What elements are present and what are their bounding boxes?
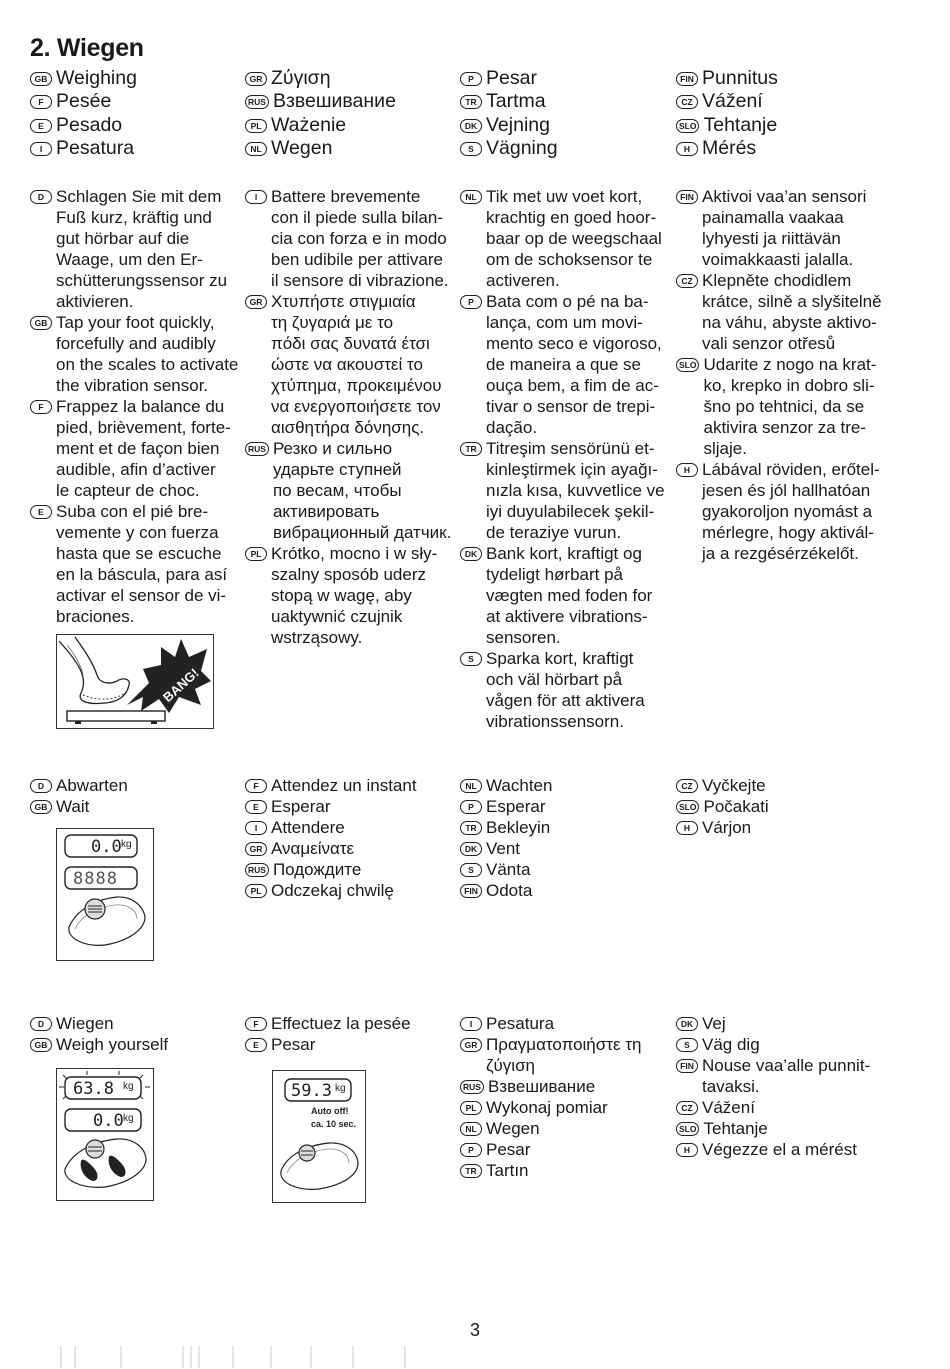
- language-text: Wegen: [271, 136, 333, 159]
- activate-col-4: [676, 186, 916, 564]
- language-text: Krótko, mocno i w sły- szalny sposób uderz stopą w wagę, aby uaktywnić czujnik wstrząsowy.: [271, 544, 438, 647]
- language-text: Αναμείνατε: [271, 839, 355, 858]
- language-text: Titreşim sensörünü et- kinleştirmek için ayağı- nızla kısa, kuvvetlice ve iyi duyulabilecek şekil- de teraziye vurun.: [486, 439, 665, 542]
- language-code-badge: F: [245, 779, 267, 793]
- language-entry-nl: [460, 186, 675, 291]
- language-text: Abwarten: [56, 776, 128, 795]
- language-text: Várjon: [702, 818, 752, 837]
- language-code-badge: D: [30, 190, 52, 204]
- language-entry-f: [30, 396, 245, 501]
- language-entry-slo: [676, 354, 916, 459]
- language-text: Pesatura: [486, 1014, 555, 1033]
- language-text: Pesar: [486, 67, 537, 89]
- language-code-badge: RUS: [460, 1080, 484, 1094]
- language-text: Pesar: [271, 1035, 316, 1054]
- language-text: Odczekaj chwilę: [271, 881, 394, 900]
- weigh-scale-illustration: [56, 1068, 154, 1201]
- language-code-badge: TR: [460, 442, 482, 456]
- language-text: Wegen: [486, 1119, 540, 1138]
- language-code-badge: DK: [460, 547, 482, 561]
- language-code-badge: P: [460, 72, 482, 86]
- scan-artifact: [270, 1346, 272, 1368]
- language-entry-d: [30, 186, 245, 312]
- language-code-badge: PL: [460, 1101, 482, 1115]
- language-entry-d: [30, 1013, 245, 1034]
- language-code-badge: F: [30, 400, 52, 414]
- language-code-badge: E: [245, 1038, 267, 1052]
- language-text: Bata com o pé na ba- lança, com um movi- mento seco e vigoroso, de maneira a que se ouça bem, a fim de ac- tivar o sensor de trepi- dação.: [486, 292, 662, 437]
- activate-col-1: [30, 186, 245, 627]
- language-text: Bekleyin: [486, 818, 551, 837]
- language-code-badge: SLO: [676, 800, 699, 814]
- language-text: Pesatura: [56, 136, 135, 159]
- result-display: 59.3: [291, 1081, 332, 1101]
- language-entry-h: [676, 1139, 916, 1160]
- language-text: Lábával röviden, erőtel- jesen és jól hallhatóan gyakoroljon nyomást a mérlegre, hogy aktivál- ja a rezgésérzékelőt.: [702, 460, 880, 563]
- language-text: Wiegen: [56, 1014, 114, 1033]
- language-code-badge: TR: [460, 821, 482, 835]
- language-entry-h: [676, 137, 906, 160]
- language-text: Klepněte chodidlem krátce, silně a slyšitelně na váhu, abyste aktivo- vali senzor otřesů: [702, 271, 882, 353]
- scan-artifact: [74, 1346, 76, 1368]
- language-entry-dk: [460, 543, 675, 648]
- language-text: Взвешивание: [272, 90, 396, 113]
- language-entry-tr: [460, 438, 675, 543]
- language-entry-cz: [676, 90, 906, 113]
- language-entry-gr: [245, 291, 460, 438]
- language-text: Weigh yourself: [56, 1035, 169, 1054]
- language-code-badge: DK: [460, 119, 482, 133]
- language-text: Väg dig: [702, 1035, 760, 1054]
- weigh-col-1: [30, 1013, 245, 1055]
- language-entry-nl: [460, 1118, 675, 1139]
- language-entry-pl: [245, 880, 460, 901]
- language-entry-i: [460, 1013, 675, 1034]
- language-code-badge: PL: [245, 547, 267, 561]
- language-entry-cz: [676, 270, 916, 354]
- language-code-badge: GB: [30, 316, 52, 330]
- language-entry-rus: [460, 1076, 675, 1097]
- auto-off-scale-illustration: [272, 1070, 366, 1203]
- language-entry-rus: [245, 438, 460, 543]
- language-entry-nl: [245, 137, 455, 160]
- language-code-badge: F: [30, 95, 52, 109]
- language-text: Frappez la balance du pied, brièvement, forte- ment et de façon bien audible, afin d’activer le capteur de choc.: [56, 397, 231, 500]
- language-entry-e: [245, 796, 460, 817]
- language-text: Suba con el pié bre- vemente y con fuerza hasta que se escuche en la báscula, para así activar el sensor de vi- braciones.: [56, 502, 228, 626]
- language-entry-cz: [676, 775, 916, 796]
- wait-col-3: [460, 775, 675, 901]
- language-code-badge: GR: [460, 1038, 482, 1052]
- language-entry-dk: [460, 838, 675, 859]
- language-code-badge: D: [30, 779, 52, 793]
- language-code-badge: NL: [460, 1122, 482, 1136]
- language-code-badge: FIN: [676, 190, 698, 204]
- language-code-badge: P: [460, 800, 482, 814]
- language-code-badge: P: [460, 295, 482, 309]
- language-text: Vägning: [486, 136, 558, 159]
- scan-artifact: [60, 1346, 62, 1368]
- language-entry-h: [676, 459, 916, 564]
- language-code-badge: S: [460, 863, 482, 877]
- language-text: Wykonaj pomiar: [486, 1098, 608, 1117]
- language-code-badge: GR: [245, 72, 267, 86]
- language-entry-dk: [460, 114, 670, 137]
- language-code-badge: E: [30, 119, 52, 133]
- language-entry-slo: [676, 1118, 916, 1139]
- auto-off-time: ca. 10 sec.: [311, 1119, 357, 1129]
- language-text: Vážení: [702, 90, 763, 113]
- language-entry-pl: [245, 543, 460, 648]
- scan-artifact: [120, 1346, 122, 1368]
- language-entry-s: [460, 859, 675, 880]
- language-text: Tartma: [486, 90, 546, 113]
- language-code-badge: CZ: [676, 1101, 698, 1115]
- language-code-badge: GB: [30, 800, 52, 814]
- foot-tap-illustration: [56, 634, 214, 729]
- language-code-badge: S: [676, 1038, 698, 1052]
- language-code-badge: SLO: [676, 1122, 699, 1136]
- wait-col-1: [30, 775, 245, 817]
- language-code-badge: I: [30, 142, 52, 156]
- language-code-badge: CZ: [676, 274, 698, 288]
- language-entry-gb: [30, 1034, 245, 1055]
- language-entry-e: [30, 501, 245, 627]
- language-text: Wait: [56, 797, 90, 816]
- language-entry-p: [460, 796, 675, 817]
- language-entry-rus: [245, 859, 460, 880]
- language-text: Vänta: [486, 860, 531, 879]
- language-code-badge: RUS: [245, 442, 269, 456]
- language-code-badge: CZ: [676, 95, 698, 109]
- weigh-unit-weight: kg: [123, 1081, 134, 1092]
- language-code-badge: NL: [460, 779, 482, 793]
- language-text: Attendere: [271, 818, 345, 837]
- language-entry-tr: [460, 1160, 675, 1181]
- language-code-badge: FIN: [676, 1059, 698, 1073]
- language-code-badge: TR: [460, 1164, 482, 1178]
- language-code-badge: SLO: [676, 358, 699, 372]
- page-number: 3: [469, 1320, 480, 1340]
- language-code-badge: H: [676, 821, 698, 835]
- lang-col-3: [460, 67, 670, 160]
- language-entry-fin: [460, 880, 675, 901]
- scan-artifact: [352, 1346, 354, 1368]
- language-entry-pl: [245, 114, 455, 137]
- language-entry-tr: [460, 817, 675, 838]
- language-text: Aktivoi vaa’an sensori painamalla vaakaa lyhyesti ja riittävän voimakkaasti jalalla.: [702, 187, 867, 269]
- language-code-badge: NL: [245, 142, 267, 156]
- lang-col-2: [245, 67, 455, 160]
- wait-display-bottom: 8888: [73, 869, 118, 889]
- language-entry-f: [245, 775, 460, 796]
- language-entry-p: [460, 1139, 675, 1160]
- language-text: Nouse vaa’alle punnit- tavaksi.: [702, 1056, 871, 1096]
- language-text: Udarite z nogo na krat- ko, krepko in dobro sli- šno po tehtnici, da se aktivira senzor za tre- sljaje.: [703, 355, 877, 458]
- language-text: Wachten: [486, 776, 553, 795]
- wait-col-4: [676, 775, 916, 838]
- bang-text: BANG!: [159, 665, 202, 706]
- weigh-display-zero: 0.0: [93, 1111, 124, 1131]
- language-entry-gb: [30, 312, 245, 396]
- language-code-badge: H: [676, 463, 698, 477]
- language-code-badge: DK: [676, 1017, 698, 1031]
- language-text: Tartın: [486, 1161, 529, 1180]
- language-text: Vej: [702, 1014, 726, 1033]
- language-code-badge: F: [245, 1017, 267, 1031]
- language-code-badge: RUS: [245, 95, 269, 109]
- language-code-badge: FIN: [460, 884, 482, 898]
- scan-artifact: [310, 1346, 312, 1368]
- language-code-badge: I: [245, 821, 267, 835]
- language-code-badge: NL: [460, 190, 482, 204]
- language-code-badge: I: [245, 190, 267, 204]
- wait-unit-top: kg: [121, 839, 132, 850]
- language-entry-tr: [460, 90, 670, 113]
- language-code-badge: TR: [460, 95, 482, 109]
- language-code-badge: PL: [245, 884, 267, 898]
- language-entry-i: [30, 137, 240, 160]
- language-text: Χτυπήστε στιγμιαία τη ζυγαριά με το πόδι σας δυνατά έτσι ώστε να ακουστεί το χτύπημα, προκειμένου να ενεργοποιήσετε τον αισθητήρα δόνησης.: [271, 292, 442, 437]
- language-entry-cz: [676, 1097, 916, 1118]
- language-text: Végezze el a mérést: [702, 1140, 857, 1159]
- lang-col-1: [30, 67, 240, 160]
- language-text: Odota: [486, 881, 533, 900]
- language-entry-gr: [460, 1034, 675, 1076]
- language-code-badge: FIN: [676, 72, 698, 86]
- language-code-badge: E: [245, 800, 267, 814]
- language-code-badge: E: [30, 505, 52, 519]
- language-entry-gb: [30, 67, 240, 90]
- language-text: Ζύγιση: [271, 67, 331, 89]
- language-entry-dk: [676, 1013, 916, 1034]
- language-code-badge: PL: [245, 119, 267, 133]
- language-text: Weighing: [56, 67, 137, 89]
- weigh-col-3: [460, 1013, 675, 1181]
- language-code-badge: DK: [460, 842, 482, 856]
- language-text: Vejning: [486, 113, 550, 136]
- language-entry-gr: [245, 67, 455, 90]
- language-entry-pl: [460, 1097, 675, 1118]
- language-code-badge: S: [460, 652, 482, 666]
- language-entry-fin: [676, 186, 916, 270]
- weigh-col-2: [245, 1013, 460, 1055]
- language-text: Πραγματοποιήστε τη ζύγιση: [486, 1035, 642, 1075]
- scan-artifact: [182, 1346, 184, 1368]
- language-code-badge: GB: [30, 1038, 52, 1052]
- language-text: Pesar: [486, 1140, 531, 1159]
- language-code-badge: SLO: [676, 119, 699, 133]
- language-text: Tehtanje: [703, 1119, 768, 1138]
- wait-col-2: [245, 775, 460, 901]
- language-entry-i: [245, 817, 460, 838]
- language-entry-p: [460, 291, 675, 438]
- language-text: Ważenie: [271, 113, 347, 136]
- language-code-badge: S: [460, 142, 482, 156]
- page-title: 2. Wiegen: [30, 34, 144, 62]
- language-text: Резко и сильно ударьте ступней по весам, чтобы активировать вибрационный датчик.: [272, 439, 452, 542]
- language-entry-gr: [245, 838, 460, 859]
- language-code-badge: P: [460, 1143, 482, 1157]
- language-text: Pesado: [56, 113, 123, 136]
- lang-col-4: [676, 67, 906, 160]
- language-text: Sparka kort, kraftigt och väl hörbart på vågen för att aktivera vibrationssensorn.: [486, 649, 645, 731]
- language-text: Tehtanje: [703, 113, 778, 136]
- language-text: Mérés: [702, 136, 757, 159]
- language-code-badge: RUS: [245, 863, 269, 877]
- wait-display-top: 0.0: [91, 837, 122, 857]
- language-entry-s: [460, 648, 675, 732]
- auto-off-label: Auto off!: [311, 1106, 349, 1116]
- language-entry-slo: [676, 796, 916, 817]
- scan-artifact: [190, 1346, 192, 1368]
- language-entry-nl: [460, 775, 675, 796]
- language-text: Pesée: [56, 90, 112, 113]
- language-text: Effectuez la pesée: [271, 1014, 411, 1033]
- language-code-badge: I: [460, 1017, 482, 1031]
- result-unit: kg: [335, 1083, 346, 1094]
- language-code-badge: GR: [245, 842, 267, 856]
- language-text: Attendez un instant: [271, 776, 417, 795]
- language-entry-s: [460, 137, 670, 160]
- language-text: Tap your foot quickly, forcefully and audibly on the scales to activate the vibration sensor.: [56, 313, 239, 395]
- language-text: Взвешивание: [487, 1077, 596, 1096]
- weigh-unit-zero: kg: [123, 1113, 134, 1124]
- language-text: Punnitus: [702, 67, 778, 89]
- language-entry-p: [460, 67, 670, 90]
- language-text: Подождите: [272, 860, 362, 879]
- language-text: Vyčkejte: [702, 776, 766, 795]
- language-code-badge: GB: [30, 72, 52, 86]
- language-entry-d: [30, 775, 245, 796]
- language-entry-slo: [676, 114, 906, 137]
- language-text: Vážení: [702, 1098, 755, 1117]
- language-text: Tik met uw voet kort, krachtig en goed hoor- baar op de weegschaal om de schoksensor te activeren.: [486, 187, 662, 290]
- language-entry-f: [245, 1013, 460, 1034]
- language-entry-e: [30, 114, 240, 137]
- language-code-badge: GR: [245, 295, 267, 309]
- language-code-badge: H: [676, 142, 698, 156]
- language-text: Esperar: [486, 797, 546, 816]
- language-text: Bank kort, kraftigt og tydeligt hørbart på vægten med foden for at aktivere vibrations- sensoren.: [486, 544, 653, 647]
- wait-scale-illustration: [56, 828, 154, 961]
- language-entry-gb: [30, 796, 245, 817]
- language-text: Esperar: [271, 797, 331, 816]
- activate-col-2: [245, 186, 460, 648]
- scan-artifact: [232, 1346, 234, 1368]
- language-text: Počakati: [703, 797, 769, 816]
- language-entry-i: [245, 186, 460, 291]
- language-entry-fin: [676, 1055, 916, 1097]
- scan-artifact: [198, 1346, 200, 1368]
- language-text: Battere brevemente con il piede sulla bilan- cia con forza e in modo ben udibile per attivare il sensore di vibrazione.: [271, 187, 449, 290]
- language-entry-fin: [676, 67, 906, 90]
- language-entry-h: [676, 817, 916, 838]
- language-entry-rus: [245, 90, 455, 113]
- language-code-badge: CZ: [676, 779, 698, 793]
- weigh-display-weight: 63.8: [73, 1079, 114, 1099]
- language-code-badge: H: [676, 1143, 698, 1157]
- language-text: Vent: [486, 839, 521, 858]
- activate-col-3: [460, 186, 675, 732]
- language-entry-f: [30, 90, 240, 113]
- language-code-badge: D: [30, 1017, 52, 1031]
- language-entry-s: [676, 1034, 916, 1055]
- language-entry-e: [245, 1034, 460, 1055]
- language-text: Schlagen Sie mit dem Fuß kurz, kräftig und gut hörbar auf die Waage, um den Er- schütterungssensor zu aktivieren.: [56, 187, 228, 311]
- scan-artifact: [404, 1346, 406, 1368]
- weigh-col-4: [676, 1013, 916, 1160]
